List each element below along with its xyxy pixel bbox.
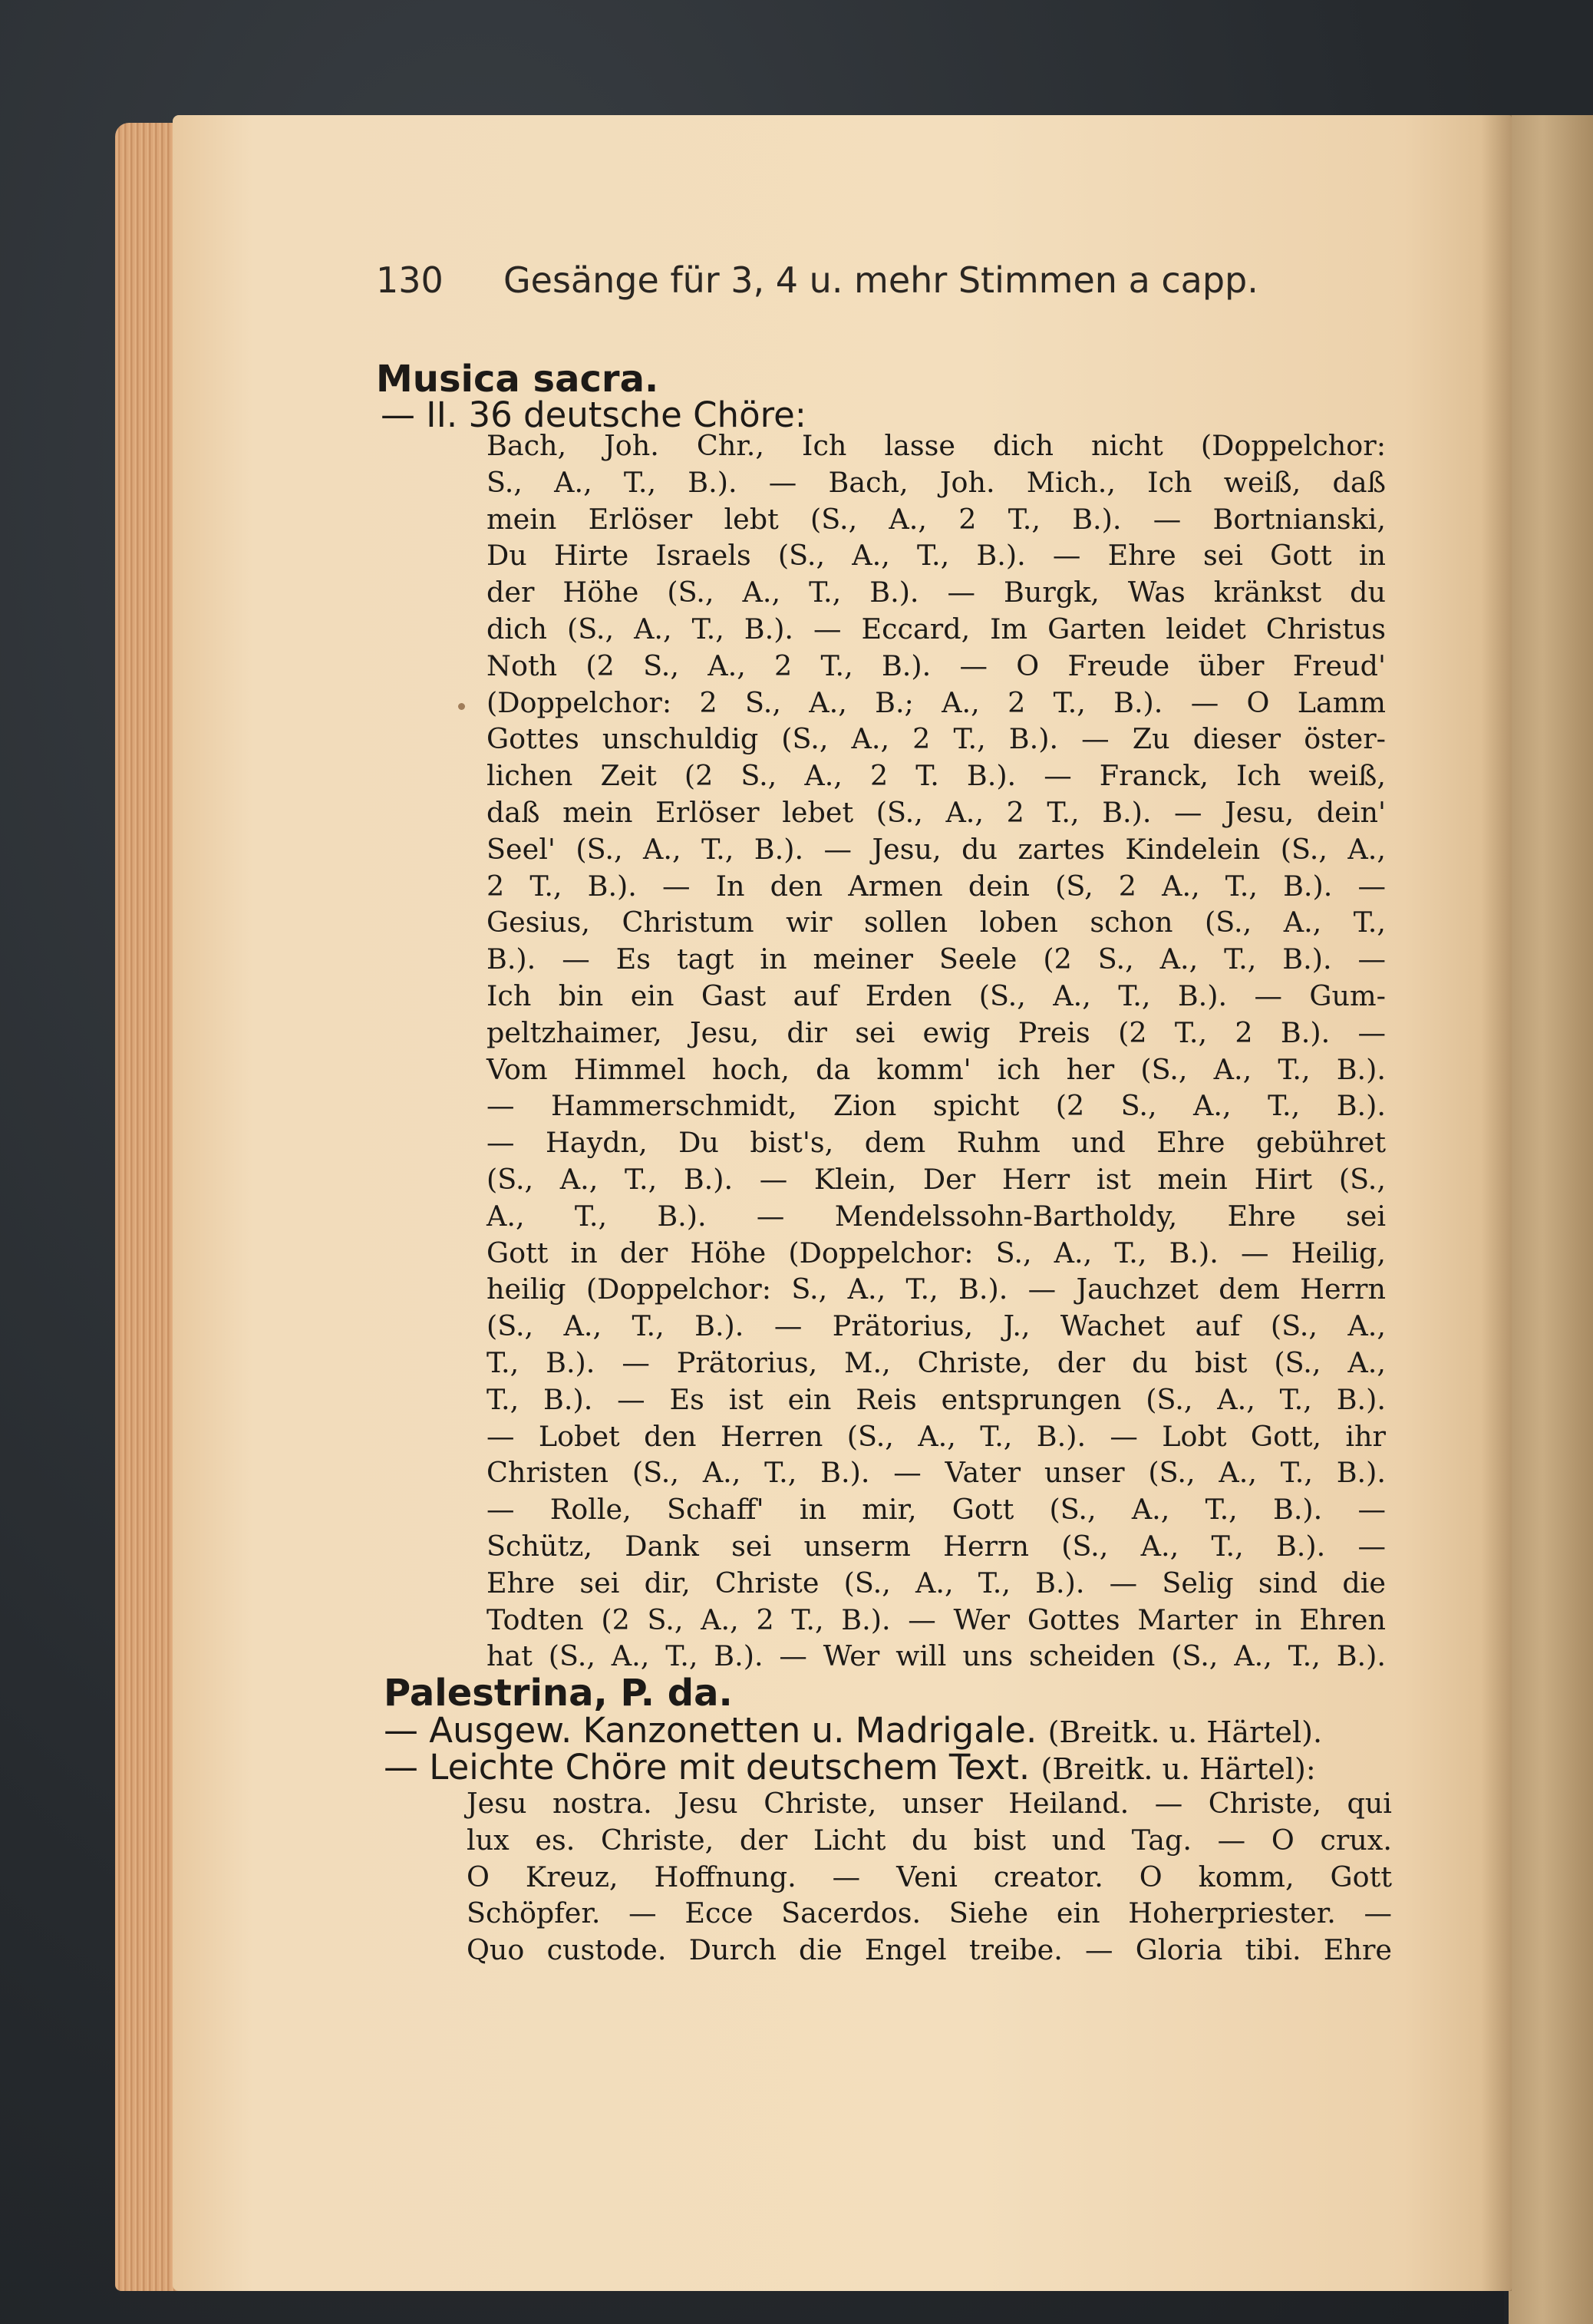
section1-line: Noth (2 S., A., 2 T., B.). — O Freude über Freud'	[486, 649, 1386, 682]
section1-line: Schütz, Dank sei unserm Herrn (S., A., T., B.). —	[486, 1529, 1386, 1563]
section1-line: peltzhaimer, Jesu, dir sei ewig Preis (2 T., 2 B.). —	[486, 1015, 1386, 1049]
section1-line: — Lobet den Herren (S., A., T., B.). — Lobt Gott, ihr	[486, 1419, 1386, 1453]
section1-line: hat (S., A., T., B.). — Wer will uns scheiden (S., A., T., B.).	[486, 1639, 1386, 1673]
entry1-title: — Ausgew. Kanzonetten u. Madrigale.	[384, 1710, 1037, 1751]
section1-line: Gottes unschuldig (S., A., 2 T., B.). — Zu dieser öster-	[486, 722, 1386, 756]
entry-ausgew-kanzonetten	[384, 1710, 1322, 1751]
section2-line: Quo custode. Durch die Engel treibe. — Gloria tibi. Ehre	[467, 1933, 1392, 1967]
section1-line: — Hammerschmidt, Zion spicht (2 S., A., T., B.).	[486, 1089, 1386, 1123]
section2-line: lux es. Christe, der Licht du bist und Tag. — O crux.	[467, 1823, 1392, 1857]
section1-line: Ehre sei dir, Christe (S., A., T., B.). — Selig sind die	[486, 1566, 1386, 1599]
cover-corner	[1509, 0, 1593, 123]
section1-line: S., A., T., B.). — Bach, Joh. Mich., Ich weiß, daß	[486, 465, 1386, 499]
section2-line: O Kreuz, Hoffnung. — Veni creator. O komm, Gott	[467, 1860, 1392, 1893]
section1-line: (Doppelchor: 2 S., A., B.; A., 2 T., B.). — O Lamm	[486, 685, 1386, 719]
entry-leichte-choere	[384, 1747, 1316, 1788]
section1-line: T., B.). — Es ist ein Reis entsprungen (S., A., T., B.).	[486, 1382, 1386, 1416]
entry2-publisher: (Breitk. u. Härtel):	[1041, 1752, 1316, 1786]
section1-line: B.). — Es tagt in meiner Seele (2 S., A., T., B.). —	[486, 942, 1386, 976]
section1-line: Ich bin ein Gast auf Erden (S., A., T., B.). — Gum-	[486, 979, 1386, 1012]
section2-paragraph	[467, 1785, 1392, 1969]
section1-line: — Haydn, Du bist's, dem Ruhm und Ehre gebühret	[486, 1126, 1386, 1160]
section1-line: mein Erlöser lebt (S., A., 2 T., B.). — Bortnianski,	[486, 502, 1386, 536]
section1-line: Seel' (S., A., T., B.). — Jesu, du zartes Kindelein (S., A.,	[486, 832, 1386, 866]
section-subheading: — II. 36 deutsche Chöre:	[381, 394, 806, 435]
spine-edge	[1504, 115, 1593, 2324]
section-heading-musica-sacra: Musica sacra.	[376, 358, 659, 401]
section1-line: Gesius, Christum wir sollen loben schon (S., A., T.,	[486, 906, 1386, 939]
ink-spot	[458, 703, 465, 710]
running-title: Gesänge für 3, 4 u. mehr Stimmen a capp.	[503, 259, 1258, 301]
section1-paragraph	[486, 427, 1386, 1675]
entry1-publisher: (Breitk. u. Härtel).	[1047, 1715, 1323, 1749]
section1-line: Vom Himmel hoch, da komm' ich her (S., A., T., B.).	[486, 1052, 1386, 1086]
entry2-title: — Leichte Chöre mit deutschem Text.	[384, 1747, 1031, 1788]
section1-line: daß mein Erlöser lebet (S., A., 2 T., B.). — Jesu, dein'	[486, 795, 1386, 829]
section-heading-palestrina: Palestrina, P. da.	[384, 1672, 733, 1715]
section1-line: T., B.). — Prätorius, M., Christe, der du bist (S., A.,	[486, 1345, 1386, 1379]
gutter-shadow	[1481, 115, 1512, 2291]
section1-line: lichen Zeit (2 S., A., 2 T. B.). — Franck, Ich weiß,	[486, 759, 1386, 793]
section1-line: A., T., B.). — Mendelssohn-Bartholdy, Ehre sei	[486, 1199, 1386, 1233]
section1-line: Todten (2 S., A., 2 T., B.). — Wer Gottes Marter in Ehren	[486, 1603, 1386, 1636]
section1-line: Christen (S., A., T., B.). — Vater unser (S., A., T., B.).	[486, 1456, 1386, 1490]
section1-line: Gott in der Höhe (Doppelchor: S., A., T., B.). — Heilig,	[486, 1236, 1386, 1269]
section1-line: dich (S., A., T., B.). — Eccard, Im Garten leidet Christus	[486, 612, 1386, 645]
section1-line: Du Hirte Israels (S., A., T., B.). — Ehre sei Gott in	[486, 539, 1386, 573]
section2-line: Jesu nostra. Jesu Christe, unser Heiland. — Christe, qui	[467, 1787, 1392, 1820]
section1-line: (S., A., T., B.). — Prätorius, J., Wachet auf (S., A.,	[486, 1309, 1386, 1343]
section1-line: — Rolle, Schaff' in mir, Gott (S., A., T., B.). —	[486, 1493, 1386, 1527]
section2-line: Schöpfer. — Ecce Sacerdos. Siehe ein Hoherpriester. —	[467, 1897, 1392, 1930]
section1-line: (S., A., T., B.). — Klein, Der Herr ist mein Hirt (S.,	[486, 1162, 1386, 1196]
section1-line: Bach, Joh. Chr., Ich lasse dich nicht (Doppelchor:	[486, 429, 1386, 462]
page-number: 130	[376, 259, 444, 301]
section1-line: 2 T., B.). — In den Armen dein (S, 2 A., T., B.). —	[486, 869, 1386, 903]
section1-line: heilig (Doppelchor: S., A., T., B.). — Jauchzet dem Herrn	[486, 1273, 1386, 1306]
section1-line: der Höhe (S., A., T., B.). — Burgk, Was kränkst du	[486, 576, 1386, 609]
